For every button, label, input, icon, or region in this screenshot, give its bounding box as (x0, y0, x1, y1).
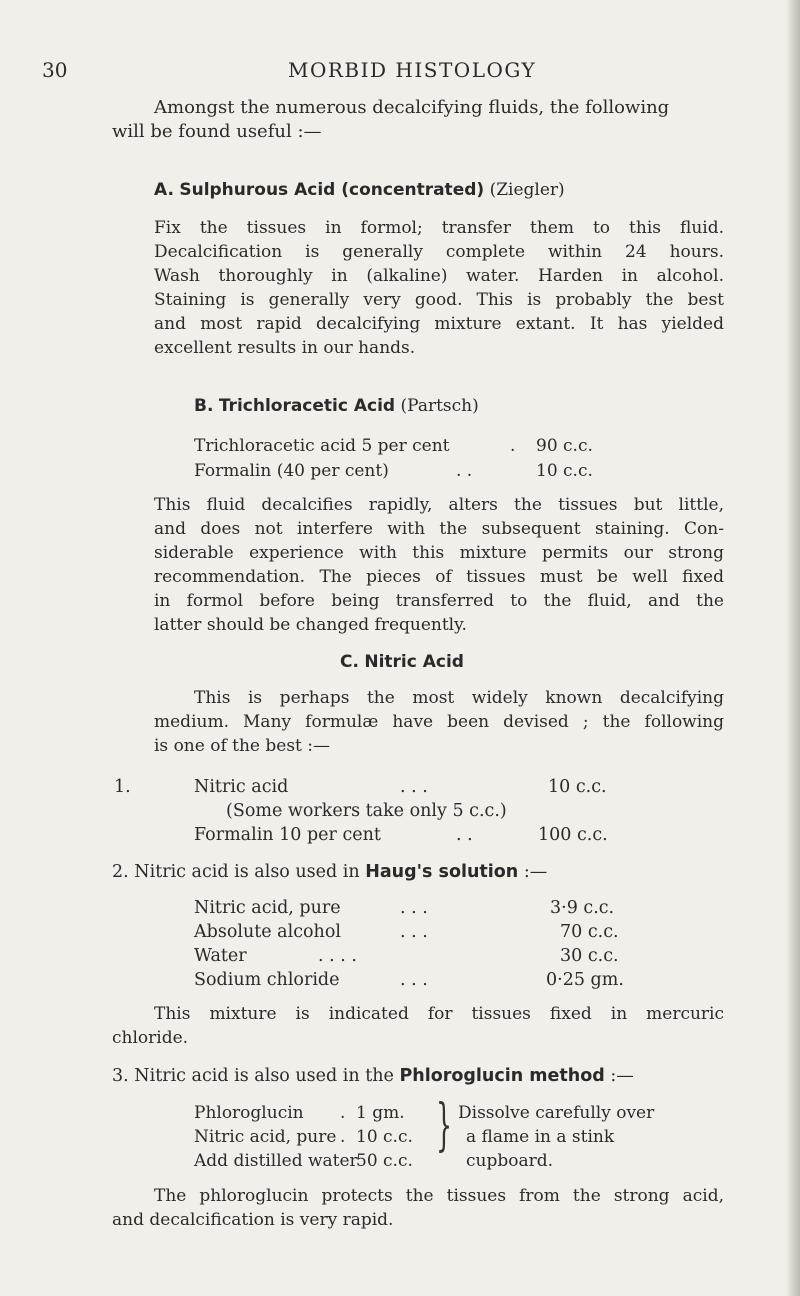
section-b-line: siderable experience with this mixture permits our strong (154, 543, 724, 563)
section-b-line: latter should be changed frequently. (154, 615, 467, 635)
running-title: MORBID HISTOLOGY (288, 58, 537, 82)
recipe-b-name: Trichloracetic acid 5 per cent (194, 436, 450, 456)
item-3-note: Dissolve carefully over (458, 1103, 655, 1123)
item-2-lead: Nitric acid is also used in (134, 862, 360, 882)
item-1-ingredient: Nitric acid (194, 777, 289, 797)
item-3-qty: 50 c.c. (356, 1151, 413, 1171)
recipe-b-name: Formalin (40 per cent) (194, 461, 389, 481)
item-3-lead: Nitric acid is also used in the (134, 1066, 394, 1086)
item-3-qty: 10 c.c. (356, 1127, 413, 1147)
item-2-qty: 30 c.c. (560, 946, 619, 966)
item-3-note: a flame in a stink (466, 1127, 615, 1147)
section-b-letter: B. (194, 396, 214, 416)
section-a-line: and most rapid decalcifying mixture extant. It has yielded (154, 314, 724, 334)
item-2-line: This mixture is indicated for tissues fixed in mercuric (154, 1004, 724, 1024)
section-c-line: medium. Many formulæ have been devised ; the following (154, 712, 724, 732)
item-3-intro (112, 1066, 634, 1086)
item-3-ingredient: Phloroglucin (194, 1103, 304, 1123)
section-a-line: Fix the tissues in formol; transfer them to this fluid. (154, 218, 724, 238)
recipe-b-qty: 90 c.c. (536, 436, 593, 456)
item-2-ingredient: Water (194, 946, 247, 966)
item-2-ingredient: Sodium chloride (194, 970, 340, 990)
section-b-heading (194, 396, 479, 416)
item-1-dots: . . . (400, 777, 428, 797)
item-3-number: 3. (112, 1066, 129, 1086)
intro-line-2: will be found useful :— (112, 121, 322, 142)
item-2-dots: . . . (400, 898, 428, 918)
page-number: 30 (42, 58, 68, 82)
item-1-ingredient: Formalin 10 per cent (194, 825, 381, 845)
recipe-b-dots: . (510, 436, 516, 456)
section-b-attribution: (Partsch) (400, 396, 479, 416)
item-2-dots: . . . (400, 922, 428, 942)
section-b-line: and does not interfere with the subsequent staining. Con- (154, 519, 724, 539)
item-2-ingredient: Absolute alcohol (194, 922, 341, 942)
recipe-b-dots: . . (456, 461, 473, 481)
item-1-qty: 100 c.c. (538, 825, 608, 845)
item-2-qty: 70 c.c. (560, 922, 619, 942)
item-2-qty: 0·25 gm. (546, 970, 624, 990)
section-a-heading (154, 180, 565, 200)
item-2-number: 2. (112, 862, 129, 882)
brace-icon: } (436, 1093, 453, 1158)
item-2-dots: . . . (400, 970, 428, 990)
section-a-attribution: (Ziegler) (489, 180, 565, 200)
section-c-line: This is perhaps the most widely known decalcifying (194, 688, 724, 708)
section-c-line: is one of the best :— (154, 736, 331, 756)
item-3-dots: . (340, 1103, 346, 1123)
section-a-letter: A. (154, 180, 174, 200)
section-c-letter: C. (340, 652, 359, 672)
item-1-qty: 10 c.c. (548, 777, 607, 797)
item-1-number: 1. (114, 777, 131, 797)
section-a-line: Wash thoroughly in (alkaline) water. Harden in alcohol. (154, 266, 724, 286)
item-2-method: Haug's solution (365, 862, 519, 882)
item-2-line: chloride. (112, 1028, 189, 1048)
item-2-tail: :— (523, 862, 548, 882)
item-2-dots: . . . . (318, 946, 357, 966)
item-3-note: cupboard. (466, 1151, 554, 1171)
item-2-qty: 3·9 c.c. (550, 898, 615, 918)
section-b-line: This fluid decalcifies rapidly, alters the tissues but little, (154, 495, 724, 515)
intro-line-1: Amongst the numerous decalcifying fluids, the following (154, 97, 670, 118)
section-a-line: Decalcification is generally complete within 24 hours. (154, 242, 724, 262)
section-a-title: Sulphurous Acid (concentrated) (179, 180, 485, 200)
item-1-note: (Some workers take only 5 c.c.) (226, 801, 507, 821)
item-1-dots: . . (456, 825, 473, 845)
section-a-line: Staining is generally very good. This is probably the best (154, 290, 724, 310)
section-a-line: excellent results in our hands. (154, 338, 416, 358)
item-2-intro (112, 862, 547, 882)
section-b-title: Trichloracetic Acid (218, 396, 396, 416)
item-3-ingredient: Nitric acid, pure (194, 1127, 337, 1147)
section-c-title: Nitric Acid (364, 652, 464, 672)
page-edge-shadow (786, 0, 800, 1296)
recipe-b-qty: 10 c.c. (536, 461, 593, 481)
item-3-qty: 1 gm. (356, 1103, 405, 1123)
item-3-method: Phloroglucin method (399, 1066, 605, 1086)
item-2-ingredient: Nitric acid, pure (194, 898, 341, 918)
item-3-line: The phloroglucin protects the tissues from the strong acid, (154, 1186, 724, 1206)
item-3-dots: . (340, 1127, 346, 1147)
item-3-ingredient: Add distilled water (194, 1151, 358, 1171)
section-b-line: in formol before being transferred to the fluid, and the (154, 591, 724, 611)
section-c-heading (340, 652, 464, 672)
item-3-tail: :— (610, 1066, 634, 1086)
section-b-line: recommendation. The pieces of tissues must be well fixed (154, 567, 724, 587)
item-3-line: and decalcification is very rapid. (112, 1210, 394, 1230)
